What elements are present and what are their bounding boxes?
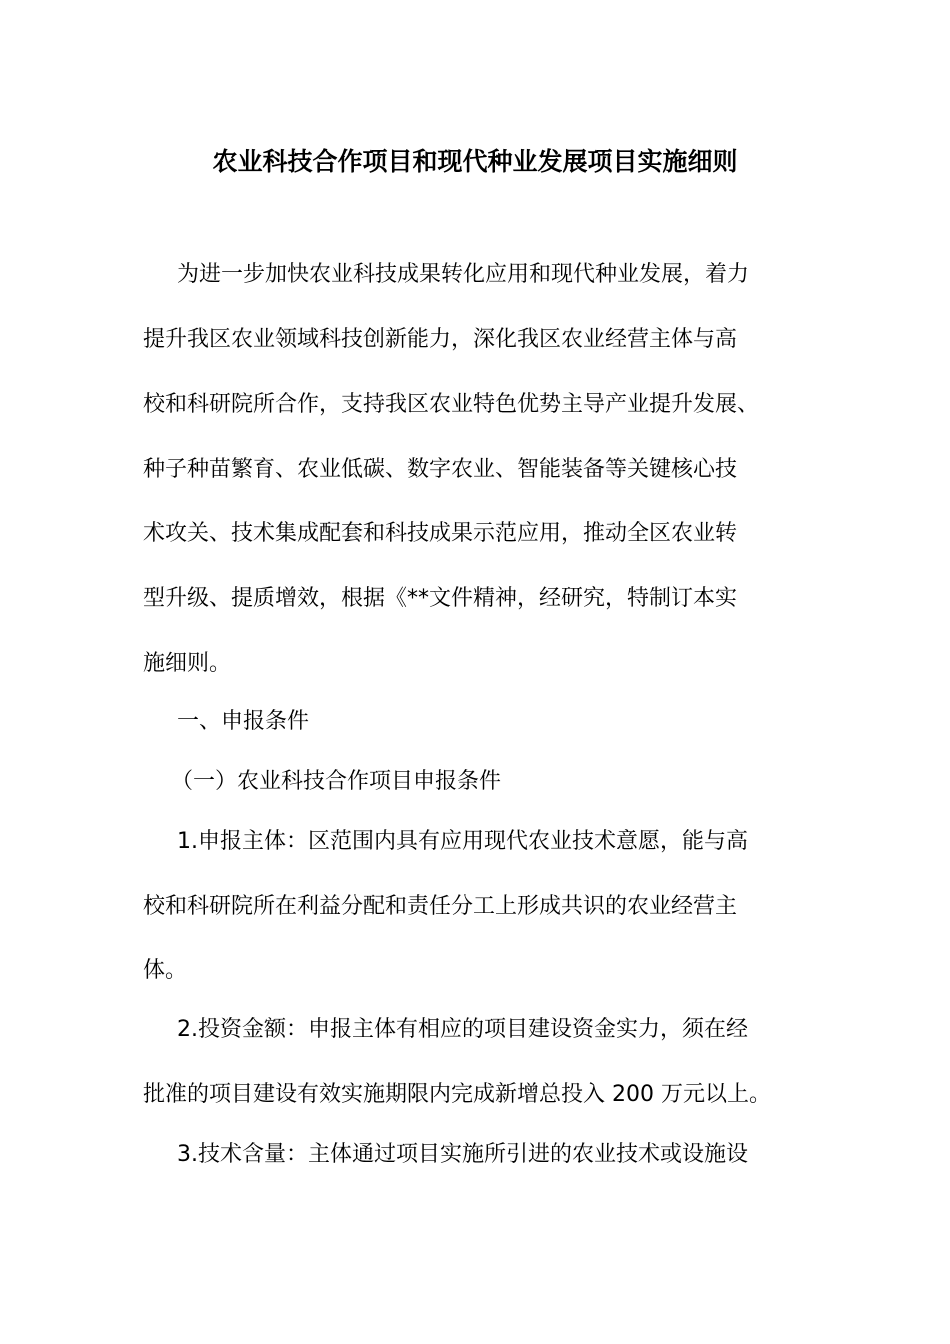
paragraph-line: 种子种苗繁育、农业低碳、数字农业、智能装备等关键核心技 — [143, 457, 738, 482]
paragraph-line: 术攻关、技术集成配套和科技成果示范应用，推动全区农业转 — [143, 521, 738, 546]
paragraph-line: 体。 — [143, 958, 188, 983]
paragraph-line: 提升我区农业领域科技创新能力，深化我区农业经营主体与高 — [143, 327, 738, 352]
paragraph-line: 批准的项目建设有效实施期限内完成新增总投入 200 万元以上。 — [143, 1082, 771, 1107]
paragraph-line: 校和科研院所合作，支持我区农业特色优势主导产业提升发展、 — [143, 392, 760, 417]
paragraph-line: 1.申报主体：区范围内具有应用现代农业技术意愿，能与高 — [177, 829, 748, 854]
subsection-heading: （一）农业科技合作项目申报条件 — [171, 769, 502, 794]
paragraph-line: 2.投资金额：申报主体有相应的项目建设资金实力，须在经 — [177, 1017, 748, 1042]
paragraph-line: 型升级、提质增效，根据《**文件精神，经研究，特制订本实 — [143, 586, 738, 611]
paragraph-line: 为进一步加快农业科技成果转化应用和现代种业发展，着力 — [177, 262, 750, 287]
paragraph-line: 3.技术含量：主体通过项目实施所引进的农业技术或设施设 — [177, 1142, 748, 1167]
paragraph-line: 施细则。 — [143, 651, 232, 676]
document-title: 农业科技合作项目和现代种业发展项目实施细则 — [212, 147, 738, 176]
paragraph-line: 校和科研院所在利益分配和责任分工上形成共识的农业经营主 — [143, 894, 738, 919]
section-heading: 一、申报条件 — [177, 709, 310, 734]
